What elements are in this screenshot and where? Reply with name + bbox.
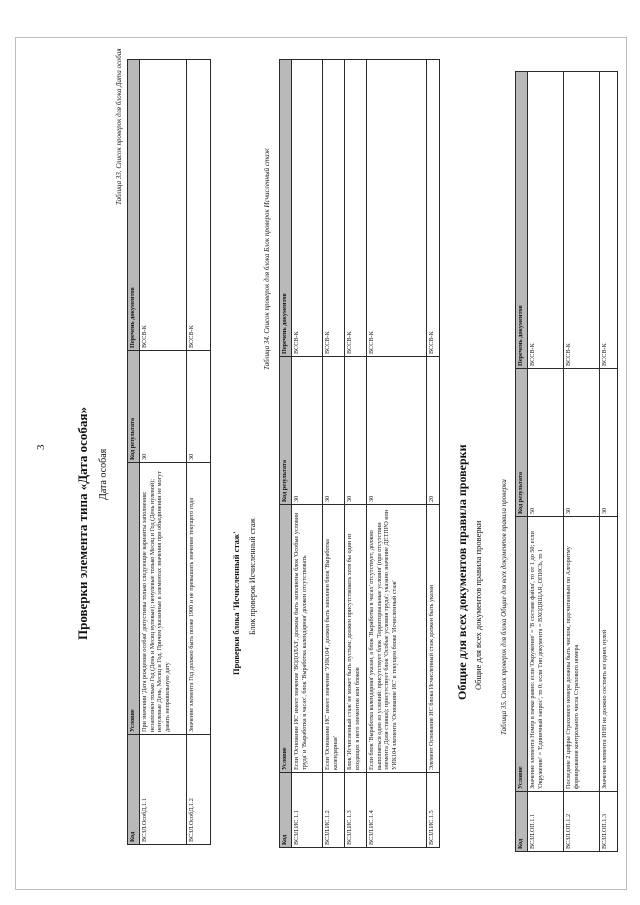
header-documents: Перечень документов	[516, 72, 528, 369]
row-documents: ВССВ-К	[140, 60, 187, 351]
section-title-common-rules: Общие для всех документов правила проверки	[455, 444, 469, 700]
row-documents: ВССВ-К	[187, 60, 211, 351]
section-title-date: Проверки элемента типа «Дата особая»	[75, 407, 90, 640]
table-row	[528, 72, 564, 852]
row-result-code: 50	[528, 369, 564, 517]
row-documents: ВССВ-К	[292, 60, 323, 357]
table-row	[323, 60, 345, 848]
section-title-calculated-seniority: Проверки блока 'Исчисленный стаж'	[231, 531, 241, 675]
table-header-row	[280, 60, 292, 848]
row-code: ВСЗЛ.ИС.1.2	[323, 773, 345, 848]
row-condition: Последние 2 цифры Страхового номера должны быть числом, подсчитанным по Алгоритму формирования контрольного числа Страхового номера	[564, 517, 600, 792]
row-code: ВСЗЛ.ИС.1.3	[345, 773, 367, 848]
row-result-code: 30	[187, 351, 211, 463]
section-subtitle-common-rules: Общие для всех документов правила проверки	[473, 520, 483, 690]
table-33	[127, 59, 211, 845]
row-condition: Если 'Основание ИС' имеет значение 'ВОДОЛАЗ', должны быть заполнены блок 'Особые условия труда' и 'Выработка в часах', блок 'Выработка календарная' должен отсутствовать	[292, 505, 323, 773]
row-code: ВСЗЛ.ОсобД.1.1	[140, 735, 187, 845]
table-caption-35: Таблица 35. Список проверок для блока Общие для всех документов правила проверки	[500, 479, 508, 735]
table-header-row	[516, 72, 528, 852]
header-code: Код	[280, 773, 292, 848]
table-row	[564, 72, 600, 852]
table-row	[427, 60, 440, 848]
row-documents: ВССВ-К	[600, 72, 618, 369]
header-condition: Условие	[516, 517, 528, 792]
row-code: ВСЗЛ.ИС.1.5	[427, 773, 440, 848]
header-documents: Перечень документов	[280, 60, 292, 357]
table-row	[140, 60, 187, 845]
table-caption-33: Таблица 33. Список проверок для блока Дата особая	[115, 48, 123, 205]
header-result-code: Код результата	[516, 369, 528, 517]
row-condition: При значении 'Дата рождения особая' допустимы только следующие варианты заполнения: незаполнен только Год (День и Месяц нулевые); ненулевые только Месяц и Год (День нулевой); ненулевые День, Месяц и Год. Причем указанные в элементах значения при объединении не могут давать неправильную дату	[140, 463, 187, 735]
row-result-code: 30	[292, 357, 323, 505]
row-code: ВСЗЛ.ОП.1.3	[600, 792, 618, 852]
table-row	[600, 72, 618, 852]
page-number: 3	[35, 444, 47, 450]
table-row	[367, 60, 427, 848]
row-documents: ВССВ-К	[345, 60, 367, 357]
table-row	[292, 60, 323, 848]
table-caption-34: Таблица 34. Список проверок для блока Блок проверок Исчисленный стаж	[263, 147, 271, 370]
row-documents: ВССВ-К	[427, 60, 440, 357]
row-result-code: 20	[427, 357, 440, 505]
header-condition: Условие	[128, 463, 140, 735]
header-code: Код	[128, 735, 140, 845]
row-result-code: 30	[345, 357, 367, 505]
section-subtitle-calculated-seniority: Блок проверок Исчисленный стаж	[248, 518, 257, 635]
row-result-code: 30	[323, 357, 345, 505]
row-condition: Если блок 'Выработка календарная' указан, а блок 'Выработка в часах' отсутствует, должно выполняться одно из условий: присутствует блок 'Территориальные условия' (при отсутствии элемента Доля ставки); присутствует блок 'Особые условия труда'; указано значение ДЕТПРО или УИК104 элемента 'Основание ИС' в текущем блоке 'Исчисленный стаж'	[367, 505, 427, 773]
row-result-code: 30	[564, 369, 600, 517]
table-34	[279, 59, 440, 848]
row-condition: Значение элемента Год должно быть позже 1900 и не превышать значение текущего года	[187, 463, 211, 735]
table-35	[515, 71, 618, 852]
row-condition: Значение элемента Номер в пачке равно: если 'Окружение' = 'В составе файла', то от 1 до 50; если 'Окружение' = 'Единичный запрос', то 0; если Тип документа = ВХОДЯЩАЯ_ОПИСЬ, то 1	[528, 517, 564, 792]
row-documents: ВССВ-К	[528, 72, 564, 369]
row-condition: Если 'Основание ИС' имеет значение 'УИК104', должен быть заполнен блок 'Выработка календарная'	[323, 505, 345, 773]
table-header-row	[128, 60, 140, 845]
table-row	[345, 60, 367, 848]
header-documents: Перечень документов	[128, 60, 140, 351]
row-code: ВСЗЛ.ОП.1.2	[564, 792, 600, 852]
header-result-code: Код результата	[280, 357, 292, 505]
header-condition: Условие	[280, 505, 292, 773]
row-documents: ВССВ-К	[564, 72, 600, 369]
row-code: ВСЗЛ.ИС.1.1	[292, 773, 323, 848]
row-code: ВСЗЛ.ОсобД.1.2	[187, 735, 211, 845]
row-documents: ВССВ-К	[323, 60, 345, 357]
row-documents: ВССВ-К	[367, 60, 427, 357]
row-result-code: 30	[600, 369, 618, 517]
section-subtitle-date: Дата особая	[98, 448, 109, 500]
row-condition: Значение элемента ИНН не должно состоять из одних нулей	[600, 517, 618, 792]
row-condition: Элемент Основание ИС блока Исчисленный стаж должен быть указан	[427, 505, 440, 773]
row-result-code: 30	[367, 357, 427, 505]
row-result-code: 30	[140, 351, 187, 463]
header-code: Код	[516, 792, 528, 852]
row-condition: Блок 'Исчисленный стаж' не может быть пустым: должен присутствовать хотя бы один из входящих в него элементов или блоков	[345, 505, 367, 773]
row-code: ВСЗЛ.ИС.1.4	[367, 773, 427, 848]
header-result-code: Код результата	[128, 351, 140, 463]
row-code: ВСЗЛ.ОП.1.1	[528, 792, 564, 852]
table-row	[187, 60, 211, 845]
